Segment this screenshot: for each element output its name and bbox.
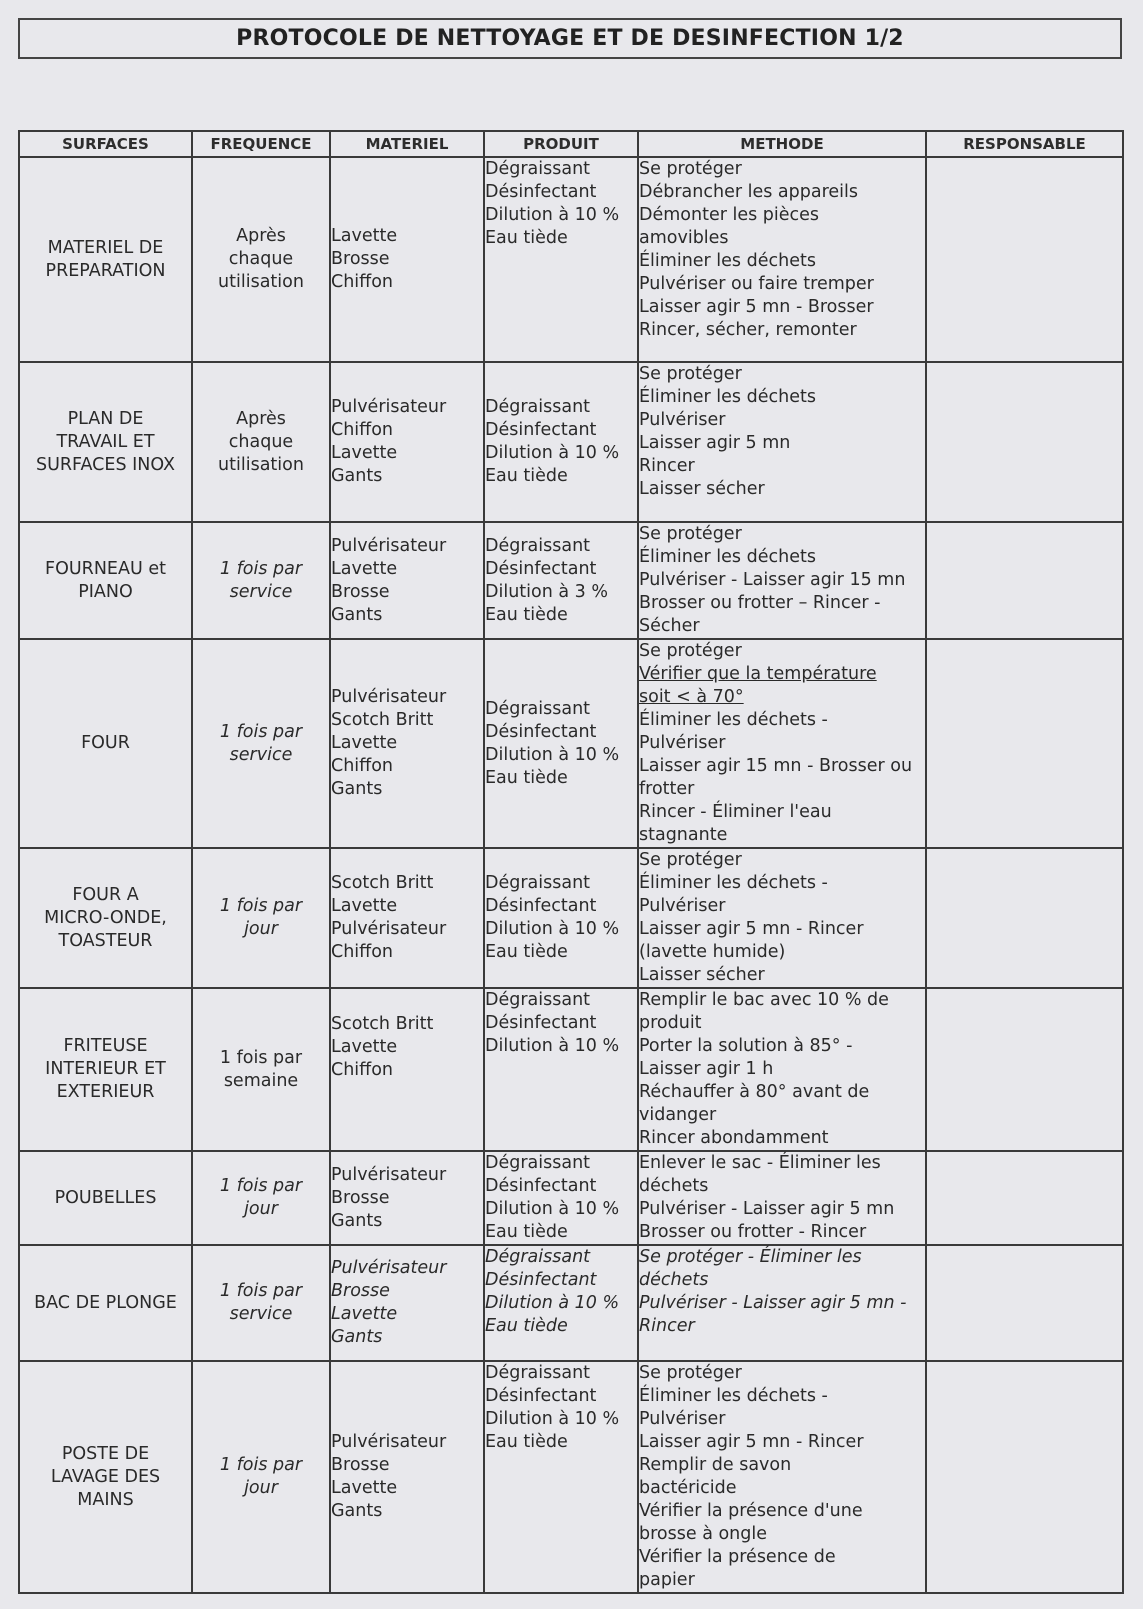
produit-line: Dilution à 10 % bbox=[485, 443, 620, 463]
produit-cell bbox=[484, 362, 638, 522]
methode-line: Sécher bbox=[639, 616, 700, 636]
methode-cell bbox=[638, 1361, 926, 1593]
materiel-line: Lavette bbox=[331, 1037, 398, 1057]
produit-line: Eau tiède bbox=[485, 1432, 568, 1452]
surface-line: PLAN DE bbox=[67, 408, 144, 429]
methode-line: Réchauffer à 80° avant de bbox=[639, 1082, 870, 1102]
table-row bbox=[19, 1151, 1123, 1245]
produit-line: Eau tiède bbox=[485, 466, 568, 486]
methode-line: Laisser sécher bbox=[639, 479, 765, 499]
surface-line: POUBELLES bbox=[54, 1187, 157, 1208]
header-surfaces: SURFACES bbox=[19, 131, 192, 157]
frequence-line: jour bbox=[244, 1199, 278, 1219]
methode-line: Se protéger bbox=[639, 850, 742, 870]
header-materiel: MATERIEL bbox=[330, 131, 484, 157]
methode-line: Éliminer les déchets bbox=[639, 547, 816, 567]
produit-line: Dégraissant bbox=[485, 535, 591, 556]
frequence-cell bbox=[192, 362, 330, 522]
methode-line: Pulvériser bbox=[639, 1409, 726, 1429]
materiel-cell bbox=[330, 1361, 484, 1593]
methode-line: Remplir de savon bbox=[639, 1455, 792, 1475]
surface-cell bbox=[19, 848, 192, 988]
surface-line: MICRO-ONDE, bbox=[44, 907, 167, 928]
frequence-cell bbox=[192, 1361, 330, 1593]
surface-cell bbox=[19, 157, 192, 362]
materiel-line: Brosse bbox=[331, 581, 390, 602]
produit-cell bbox=[484, 1245, 638, 1361]
materiel-line: Lavette bbox=[331, 443, 398, 463]
materiel-line: Scotch Britt bbox=[331, 873, 434, 893]
produit-line: Dilution à 10 % bbox=[485, 1199, 620, 1219]
methode-line: Rincer bbox=[639, 456, 695, 476]
methode-line: Se protéger bbox=[639, 364, 742, 384]
materiel-line: Lavette bbox=[331, 896, 398, 916]
produit-line: Désinfectant bbox=[485, 1176, 597, 1196]
surface-cell bbox=[19, 1245, 192, 1361]
methode-line: (lavette humide) bbox=[639, 942, 786, 962]
methode-line: Pulvériser bbox=[639, 896, 726, 916]
materiel-line: Brosse bbox=[331, 249, 390, 269]
methode-line: Éliminer les déchets - bbox=[639, 873, 828, 893]
produit-cell bbox=[484, 1151, 638, 1245]
surface-line: MATERIEL DE bbox=[47, 237, 164, 258]
materiel-line: Lavette bbox=[331, 558, 398, 579]
produit-line: Désinfectant bbox=[485, 558, 597, 579]
responsable-cell[interactable] bbox=[926, 157, 1123, 362]
header-responsable: RESPONSABLE bbox=[926, 131, 1123, 157]
methode-line: Se protéger bbox=[639, 524, 742, 544]
methode-line: Éliminer les déchets bbox=[639, 387, 816, 407]
methode-line: Laisser agir 5 mn - Brosser bbox=[639, 297, 874, 317]
table-row bbox=[19, 362, 1123, 522]
methode-line: Pulvériser - Laisser agir 15 mn bbox=[639, 570, 906, 590]
methode-line: brosse à ongle bbox=[639, 1524, 768, 1544]
responsable-cell[interactable] bbox=[926, 362, 1123, 522]
document-title: PROTOCOLE DE NETTOYAGE ET DE DESINFECTION 1/2 bbox=[18, 18, 1122, 59]
surface-cell bbox=[19, 1151, 192, 1245]
header-frequence: FREQUENCE bbox=[192, 131, 330, 157]
materiel-line: Pulvérisateur bbox=[331, 919, 447, 939]
methode-line: frotter bbox=[639, 779, 695, 799]
produit-line: Dilution à 10 % bbox=[485, 1293, 620, 1313]
methode-line: Se protéger bbox=[639, 641, 742, 661]
methode-line: Laisser sécher bbox=[639, 965, 765, 985]
produit-line: Eau tiède bbox=[485, 1316, 568, 1336]
methode-line: stagnante bbox=[639, 825, 728, 845]
surface-cell bbox=[19, 1361, 192, 1593]
methode-cell bbox=[638, 988, 926, 1151]
frequence-line: 1 fois par bbox=[219, 896, 303, 916]
responsable-cell[interactable] bbox=[926, 1151, 1123, 1245]
produit-line: Dégraissant bbox=[485, 397, 591, 417]
responsable-cell[interactable] bbox=[926, 522, 1123, 639]
produit-line: Dilution à 3 % bbox=[485, 581, 608, 602]
methode-line: Rincer bbox=[639, 1316, 695, 1336]
produit-line: Désinfectant bbox=[485, 420, 597, 440]
surface-line: FOURNEAU et bbox=[45, 558, 166, 579]
methode-line: Éliminer les déchets bbox=[639, 251, 816, 271]
surface-line: MAINS bbox=[77, 1489, 134, 1510]
frequence-line: 1 fois par bbox=[219, 1455, 303, 1475]
frequence-line: 1 fois par bbox=[219, 558, 303, 579]
surface-cell bbox=[19, 362, 192, 522]
table-row bbox=[19, 639, 1123, 848]
methode-line: Porter la solution à 85° - bbox=[639, 1036, 853, 1056]
materiel-line: Pulvérisateur bbox=[331, 397, 447, 417]
frequence-line: Après bbox=[236, 408, 286, 429]
responsable-cell[interactable] bbox=[926, 988, 1123, 1151]
surface-line: TRAVAIL ET bbox=[56, 431, 155, 452]
materiel-cell bbox=[330, 988, 484, 1151]
methode-line: Remplir le bac avec 10 % de bbox=[639, 990, 889, 1010]
methode-line: Se protéger bbox=[639, 159, 742, 179]
materiel-cell bbox=[330, 1245, 484, 1361]
surface-line: BAC DE PLONGE bbox=[34, 1292, 177, 1313]
frequence-line: 1 fois par bbox=[219, 1281, 303, 1301]
surface-line: LAVAGE DES bbox=[50, 1466, 161, 1487]
materiel-cell bbox=[330, 1151, 484, 1245]
header-produit: PRODUIT bbox=[484, 131, 638, 157]
frequence-cell bbox=[192, 1245, 330, 1361]
methode-line: bactéricide bbox=[639, 1478, 737, 1498]
frequence-line: chaque bbox=[228, 249, 294, 269]
frequence-line: 1 fois par bbox=[219, 1176, 303, 1196]
methode-cell bbox=[638, 522, 926, 639]
produit-line: Eau tiède bbox=[485, 767, 568, 788]
materiel-line: Gants bbox=[331, 466, 383, 486]
methode-line: Éliminer les déchets - bbox=[639, 1386, 828, 1406]
table-row bbox=[19, 988, 1123, 1151]
methode-line: Vérifier la présence de bbox=[639, 1547, 836, 1567]
frequence-cell bbox=[192, 639, 330, 848]
methode-line: vidanger bbox=[639, 1105, 717, 1125]
table-row bbox=[19, 1245, 1123, 1361]
materiel-line: Lavette bbox=[331, 1478, 398, 1498]
produit-line: Dilution à 10 % bbox=[485, 1036, 620, 1056]
materiel-line: Gants bbox=[331, 779, 383, 799]
materiel-line: Chiffon bbox=[331, 420, 394, 440]
produit-cell bbox=[484, 157, 638, 362]
surface-cell bbox=[19, 988, 192, 1151]
materiel-line: Pulvérisateur bbox=[331, 1432, 447, 1452]
responsable-cell[interactable] bbox=[926, 848, 1123, 988]
methode-cell bbox=[638, 639, 926, 848]
methode-line: Se protéger - Éliminer les bbox=[639, 1247, 862, 1267]
produit-line: Désinfectant bbox=[485, 1013, 597, 1033]
produit-line: Dilution à 10 % bbox=[485, 1409, 620, 1429]
frequence-cell bbox=[192, 848, 330, 988]
materiel-line: Brosse bbox=[331, 1281, 390, 1301]
surface-line: FRITEUSE bbox=[63, 1036, 148, 1056]
methode-line: Laisser agir 1 h bbox=[639, 1059, 774, 1079]
frequence-cell bbox=[192, 522, 330, 639]
methode-line: Pulvériser ou faire tremper bbox=[639, 274, 874, 294]
materiel-line: Lavette bbox=[331, 226, 398, 246]
header-methode: METHODE bbox=[638, 131, 926, 157]
produit-line: Eau tiède bbox=[485, 942, 568, 962]
methode-line: Rincer - Éliminer l'eau bbox=[639, 802, 832, 822]
materiel-line: Scotch Britt bbox=[331, 710, 434, 730]
materiel-cell bbox=[330, 848, 484, 988]
table-row bbox=[19, 522, 1123, 639]
materiel-line: Gants bbox=[331, 1327, 383, 1347]
frequence-line: 1 fois par bbox=[219, 1047, 303, 1068]
materiel-cell bbox=[330, 362, 484, 522]
materiel-line: Pulvérisateur bbox=[331, 535, 447, 556]
surface-line: INTERIEUR ET bbox=[45, 1059, 166, 1079]
frequence-line: semaine bbox=[223, 1070, 299, 1091]
produit-line: Désinfectant bbox=[485, 1386, 597, 1406]
methode-line: Éliminer les déchets - bbox=[639, 710, 828, 730]
methode-line: Rincer abondamment bbox=[639, 1128, 829, 1148]
frequence-line: service bbox=[229, 744, 293, 765]
materiel-line: Scotch Britt bbox=[331, 1014, 434, 1034]
table-row bbox=[19, 157, 1123, 362]
frequence-cell bbox=[192, 1151, 330, 1245]
materiel-line: Chiffon bbox=[331, 272, 394, 292]
surface-line: SURFACES INOX bbox=[35, 454, 176, 475]
produit-line: Dilution à 10 % bbox=[485, 744, 620, 765]
frequence-cell bbox=[192, 157, 330, 362]
produit-line: Désinfectant bbox=[485, 896, 597, 916]
produit-line: Dilution à 10 % bbox=[485, 205, 620, 225]
produit-line: Dégraissant bbox=[485, 873, 591, 893]
methode-cell bbox=[638, 1151, 926, 1245]
header-row bbox=[19, 131, 1123, 157]
surface-line: EXTERIEUR bbox=[56, 1082, 155, 1102]
produit-cell bbox=[484, 1361, 638, 1593]
methode-line: Débrancher les appareils bbox=[639, 182, 858, 202]
responsable-cell[interactable] bbox=[926, 1245, 1123, 1361]
methode-line: Pulvériser - Laisser agir 5 mn bbox=[639, 1199, 895, 1219]
produit-line: Dégraissant bbox=[485, 1363, 591, 1383]
produit-line: Dégraissant bbox=[485, 990, 591, 1010]
methode-line: Laisser agir 15 mn - Brosser ou bbox=[639, 756, 913, 776]
surface-cell bbox=[19, 639, 192, 848]
produit-line: Dilution à 10 % bbox=[485, 919, 620, 939]
responsable-cell[interactable] bbox=[926, 639, 1123, 848]
produit-line: Dégraissant bbox=[485, 159, 591, 179]
responsable-cell[interactable] bbox=[926, 1361, 1123, 1593]
methode-line: Brosser ou frotter - Rincer bbox=[639, 1222, 867, 1242]
surface-line: POSTE DE bbox=[61, 1443, 150, 1464]
produit-cell bbox=[484, 848, 638, 988]
materiel-line: Pulvérisateur bbox=[331, 687, 447, 707]
produit-cell bbox=[484, 639, 638, 848]
materiel-line: Chiffon bbox=[331, 1060, 394, 1080]
materiel-line: Brosse bbox=[331, 1455, 390, 1475]
produit-line: Eau tiède bbox=[485, 228, 568, 248]
materiel-line: Brosse bbox=[331, 1187, 390, 1208]
table-row bbox=[19, 848, 1123, 988]
surface-line: FOUR A bbox=[72, 884, 139, 905]
frequence-line: Après bbox=[236, 226, 286, 246]
surface-cell bbox=[19, 522, 192, 639]
cleaning-protocol-table bbox=[18, 130, 1124, 1594]
materiel-cell bbox=[330, 522, 484, 639]
methode-line: produit bbox=[639, 1013, 702, 1033]
methode-line: Vérifier la présence d'une bbox=[639, 1501, 863, 1521]
frequence-line: 1 fois par bbox=[219, 721, 303, 742]
methode-line: papier bbox=[639, 1570, 695, 1590]
frequence-line: service bbox=[229, 1304, 293, 1324]
methode-line: Pulvériser bbox=[639, 733, 726, 753]
frequence-cell bbox=[192, 988, 330, 1151]
materiel-line: Lavette bbox=[331, 1304, 398, 1324]
frequence-line: utilisation bbox=[218, 454, 304, 475]
frequence-line: utilisation bbox=[218, 272, 304, 292]
produit-line: Dégraissant bbox=[485, 698, 591, 719]
produit-line: Désinfectant bbox=[485, 1270, 597, 1290]
methode-line: Vérifier que la température bbox=[639, 664, 877, 684]
methode-line: Laisser agir 5 mn - Rincer bbox=[639, 919, 864, 939]
methode-line: Laisser agir 5 mn - Rincer bbox=[639, 1432, 864, 1452]
produit-line: Désinfectant bbox=[485, 721, 597, 742]
produit-line: Eau tiède bbox=[485, 1222, 568, 1242]
materiel-line: Gants bbox=[331, 1210, 383, 1231]
materiel-line: Gants bbox=[331, 604, 383, 625]
produit-cell bbox=[484, 988, 638, 1151]
materiel-line: Pulvérisateur bbox=[331, 1258, 447, 1278]
surface-line: TOASTEUR bbox=[58, 930, 153, 951]
surface-line: FOUR bbox=[81, 733, 130, 753]
methode-line: Enlever le sac - Éliminer les bbox=[639, 1153, 881, 1173]
produit-line: Dégraissant bbox=[485, 1153, 591, 1173]
methode-line: Laisser agir 5 mn bbox=[639, 433, 791, 453]
materiel-line: Lavette bbox=[331, 733, 398, 753]
frequence-line: service bbox=[229, 581, 293, 602]
produit-line: Désinfectant bbox=[485, 182, 597, 202]
frequence-line: jour bbox=[244, 1478, 278, 1498]
materiel-line: Pulvérisateur bbox=[331, 1164, 447, 1185]
table-row bbox=[19, 1361, 1123, 1593]
methode-cell bbox=[638, 362, 926, 522]
methode-line: Se protéger bbox=[639, 1363, 742, 1383]
materiel-cell bbox=[330, 157, 484, 362]
methode-line: déchets bbox=[639, 1270, 709, 1290]
produit-line: Eau tiède bbox=[485, 604, 568, 625]
methode-line: déchets bbox=[639, 1176, 709, 1196]
frequence-line: jour bbox=[244, 919, 278, 939]
materiel-line: Chiffon bbox=[331, 756, 394, 776]
methode-line: Rincer, sécher, remonter bbox=[639, 320, 857, 340]
methode-cell bbox=[638, 1245, 926, 1361]
methode-line: Démonter les pièces bbox=[639, 205, 820, 225]
surface-line: PIANO bbox=[78, 581, 133, 602]
produit-line: Dégraissant bbox=[485, 1247, 591, 1267]
methode-line: Pulvériser bbox=[639, 410, 726, 430]
materiel-line: Gants bbox=[331, 1501, 383, 1521]
produit-cell bbox=[484, 522, 638, 639]
frequence-line: chaque bbox=[228, 431, 294, 452]
materiel-line: Chiffon bbox=[331, 942, 394, 962]
surface-line: PREPARATION bbox=[45, 260, 166, 281]
methode-line: Brosser ou frotter – Rincer - bbox=[639, 593, 881, 613]
methode-cell bbox=[638, 157, 926, 362]
methode-line: Pulvériser - Laisser agir 5 mn - bbox=[639, 1293, 907, 1313]
methode-line: amovibles bbox=[639, 228, 729, 248]
methode-cell bbox=[638, 848, 926, 988]
materiel-cell bbox=[330, 639, 484, 848]
methode-line: soit < à 70° bbox=[639, 687, 744, 707]
